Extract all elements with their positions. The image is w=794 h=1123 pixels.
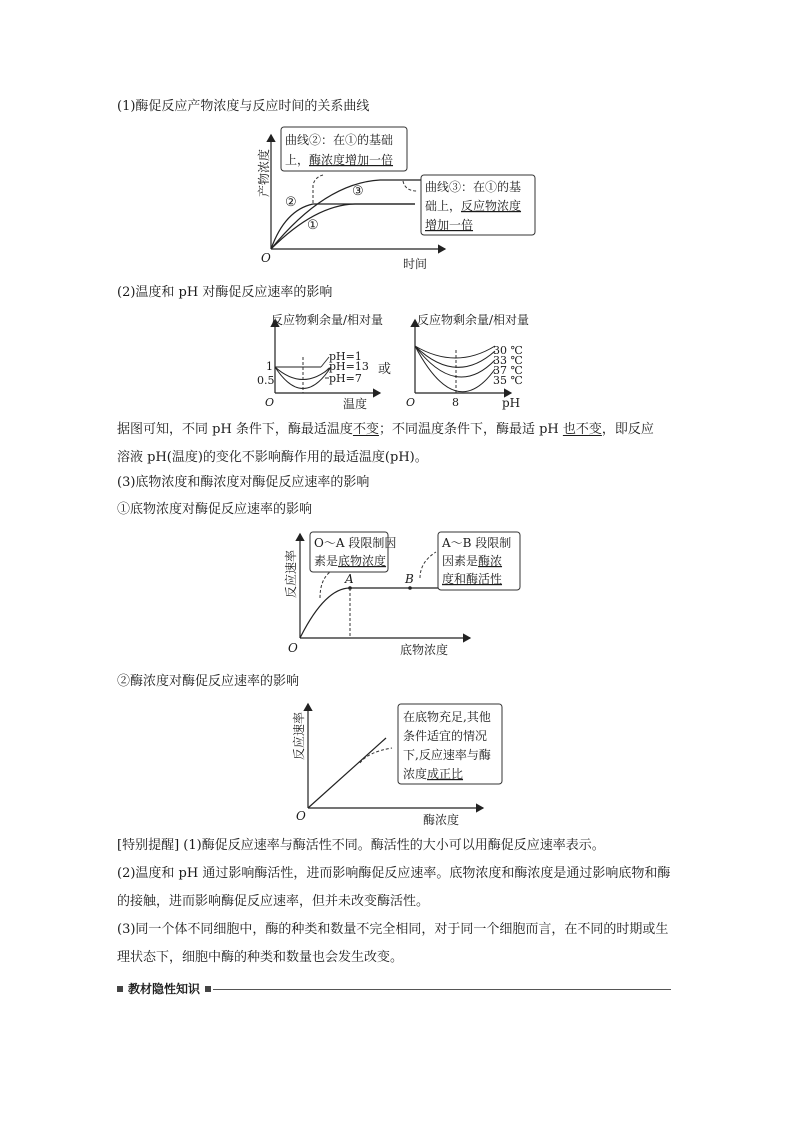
label-ph1: pH=1	[329, 350, 362, 363]
y-axis-label: 反应物剩余量/相对量	[417, 313, 530, 327]
label-35c: 35 ℃	[493, 374, 523, 387]
curve-2	[271, 204, 415, 249]
special-tips	[117, 832, 679, 972]
y-tick-05: 0.5	[257, 374, 275, 387]
or-label: 或	[378, 362, 392, 377]
rate-curve	[300, 588, 438, 638]
ph-chart	[405, 312, 555, 412]
annotation-curve2-line1: 曲线②：在①的基础	[285, 133, 394, 147]
leader	[360, 748, 392, 763]
product-time-chart	[255, 125, 555, 275]
annotation-curve3-line1: 曲线③：在①的基	[425, 180, 522, 194]
substrate-chart	[280, 528, 530, 658]
origin-label: O	[296, 809, 306, 823]
x-axis-label: 时间	[403, 257, 428, 271]
x-axis-label: 底物浓度	[400, 643, 449, 657]
label-ph7: pH=7	[329, 372, 362, 385]
curve-37c	[415, 346, 495, 377]
x-axis-label: pH	[502, 396, 521, 410]
temp-ph-conclusion: 据图可知，不同 pH 条件下，酶最适温度不变；不同温度条件下，酶最适 pH 也不变，即反应 溶液 pH(温度)的变化不影响酶作用的最适温度(pH)。	[117, 422, 654, 465]
annotation-ab-line2: 因素是酶浓	[442, 554, 503, 568]
section2-heading: (2)温度和 pH 对酶促反应速率的影响	[117, 285, 333, 300]
curve-1-label: ①	[307, 218, 319, 233]
curve-1	[271, 204, 415, 249]
curve-3-label: ③	[352, 184, 364, 199]
origin-label: O	[265, 396, 275, 409]
tip-label: [特别提醒]	[117, 838, 180, 853]
leader-3	[403, 181, 417, 191]
leader-a	[320, 572, 330, 598]
section3-heading: (3)底物浓度和酶浓度对酶促反应速率的影响	[117, 475, 370, 490]
y-axis-label: 反应速率	[292, 711, 306, 760]
origin-label: O	[288, 641, 298, 655]
annotation-ab-line1: A～B 段限制	[442, 536, 512, 550]
point-a-label: A	[345, 572, 354, 586]
section-bar-label: 教材隐性知识	[128, 982, 201, 996]
section1-heading: (1)酶促反应产物浓度与反应时间的关系曲线	[117, 99, 370, 114]
label-ph13: pH=13	[329, 360, 369, 373]
section-bar	[117, 983, 671, 997]
annotation-line4: 浓度成正比	[403, 767, 464, 781]
leader-2	[313, 175, 323, 203]
annotation-oa-line1: O～A 段限制因	[314, 536, 397, 550]
rate-line	[308, 738, 386, 808]
leader-b	[420, 552, 436, 578]
y-axis-label: 反应速率	[284, 549, 298, 598]
curve-33c	[415, 346, 495, 367]
label-30c: 30 ℃	[493, 344, 523, 357]
subsection1-heading: ①底物浓度对酶促反应速率的影响	[117, 502, 313, 517]
annotation-oa-line2: 素是底物浓度	[314, 554, 387, 568]
enzyme-chart	[288, 700, 518, 830]
x-axis-label: 温度	[343, 397, 368, 411]
label-37c: 37 ℃	[493, 364, 523, 377]
origin-label: O	[261, 251, 271, 265]
x-axis-label: 酶浓度	[423, 813, 460, 827]
tip-2: (2)温度和 pH 通过影响酶活性，进而影响酶促反应速率。底物浓度和酶浓度是通过影响底物和酶的接触，进而影响酶促反应速率，但并未改变酶活性。	[117, 866, 671, 909]
annotation-line3: 下,反应速率与酶	[403, 748, 491, 762]
section-divider	[213, 989, 671, 990]
x-tick-8: 8	[452, 396, 459, 409]
curve-35c	[415, 346, 495, 392]
annotation-ab-line3: 度和酶活性	[442, 572, 503, 586]
y-axis-label: 反应物剩余量/相对量	[271, 313, 384, 327]
origin-label: O	[406, 396, 416, 409]
label-33c: 33 ℃	[493, 354, 523, 367]
y-tick-1: 1	[266, 360, 273, 373]
annotation-curve3-line3: 增加一倍	[425, 218, 474, 232]
tip-1: [特别提醒] (1)酶促反应速率与酶活性不同。酶活性的大小可以用酶促反应速率表示。	[117, 838, 605, 853]
annotation-line2: 条件适宜的情况	[403, 729, 488, 743]
annotation-curve2-line2: 上，酶浓度增加一倍	[285, 153, 394, 167]
y-axis-label: 产物浓度	[257, 148, 271, 197]
subsection2-heading: ②酶浓度对酶促反应速率的影响	[117, 674, 300, 689]
curve-2-label: ②	[285, 195, 297, 210]
annotation-curve3-line2: 础上，反应物浓度	[425, 199, 522, 213]
tip-3: (3)同一个体不同细胞中，酶的种类和数量不完全相同，对于同一个细胞而言，在不同的时期或生理状态下，细胞中酶的种类和数量也会发生改变。	[117, 922, 669, 965]
bar-marker-icon	[117, 986, 123, 992]
point-b-label: B	[405, 572, 414, 586]
annotation-line1: 在底物充足,其他	[403, 710, 491, 724]
point-b	[408, 586, 412, 590]
